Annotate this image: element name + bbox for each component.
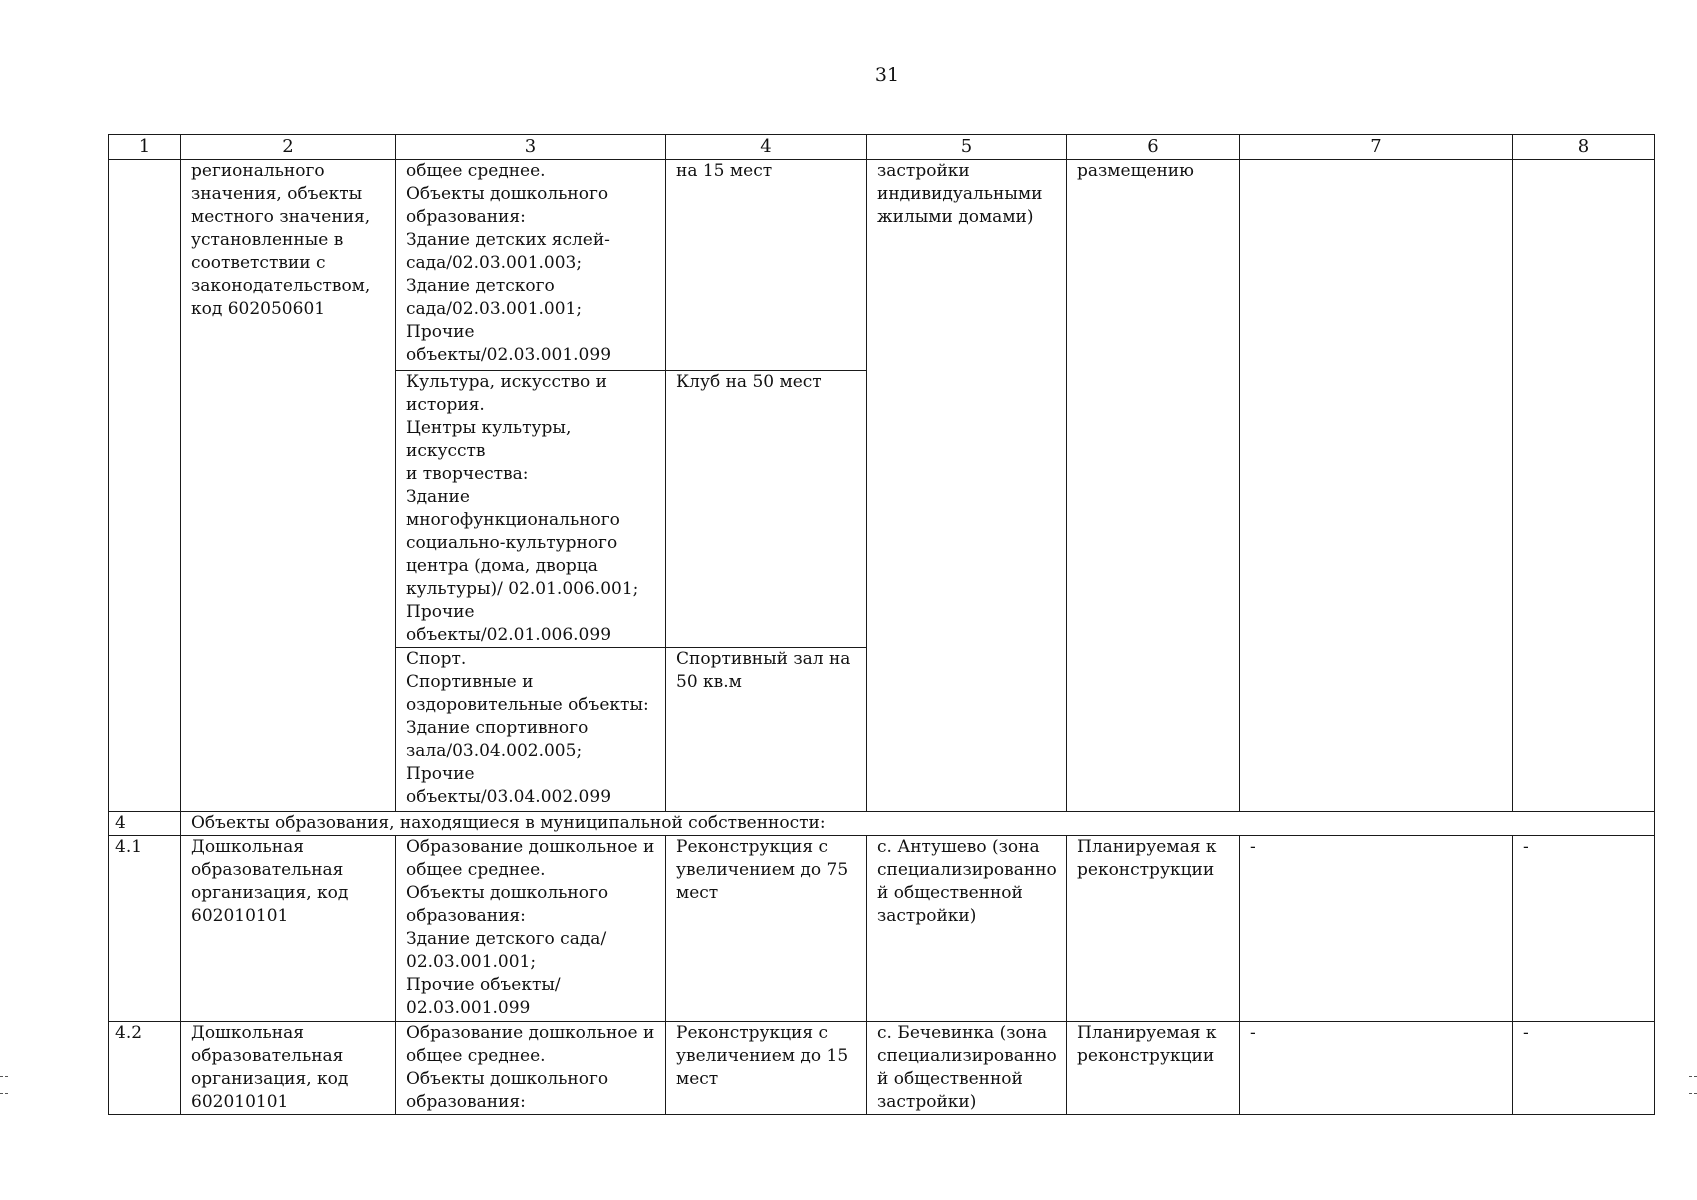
object-col-7: - bbox=[1240, 1022, 1513, 1115]
row-number: 4.2 bbox=[109, 1022, 181, 1115]
object-purpose: Образование дошкольное и общее среднее. Объекты дошкольного образования: bbox=[396, 1022, 666, 1115]
row-number: 4.1 bbox=[109, 836, 181, 1022]
column-number-header bbox=[109, 135, 1655, 160]
object-col-7: - bbox=[1240, 836, 1513, 1022]
continuation-capacity-education: на 15 мест bbox=[666, 160, 867, 371]
continuation-capacity-culture: Клуб на 50 мест bbox=[666, 371, 867, 648]
object-status: Планируемая к реконструкции bbox=[1067, 836, 1240, 1022]
continuation-purpose-culture: Культура, искусство и история. Центры культуры, искусств и творчества: Здание многофункционального социально-культурного центра (дома, дворца культуры)/ 02.01.006.001; Прочие объекты/02.01.006.099 bbox=[396, 371, 666, 648]
object-status: Планируемая к реконструкции bbox=[1067, 1022, 1240, 1115]
continuation-capacity-sport: Спортивный зал на 50 кв.м bbox=[666, 648, 867, 812]
object-capacity: Реконструкция с увеличением до 15 мест bbox=[666, 1022, 867, 1115]
object-name: Дошкольная образовательная организация, код 602010101 bbox=[181, 1022, 396, 1115]
object-location: с. Антушево (зона специализированно й общественной застройки) bbox=[867, 836, 1067, 1022]
page-number: 31 bbox=[874, 64, 900, 86]
right-edge-mark bbox=[1689, 1076, 1697, 1094]
continuation-location: застройки индивидуальными жилыми домами) bbox=[867, 160, 1067, 812]
left-edge-mark bbox=[0, 1076, 8, 1094]
continuation-status: размещению bbox=[1067, 160, 1240, 812]
section-number: 4 bbox=[109, 812, 181, 836]
continuation-object-name: регионального значения, объекты местного значения, установленные в соответствии с законодательством, код 602050601 bbox=[181, 160, 396, 812]
object-location: с. Бечевинка (зона специализированно й общественной застройки) bbox=[867, 1022, 1067, 1115]
table-row bbox=[109, 160, 1655, 371]
objects-table bbox=[108, 134, 1655, 1115]
header-col-1: 1 bbox=[109, 135, 181, 160]
continuation-col-7 bbox=[1240, 160, 1513, 812]
continuation-purpose-sport: Спорт. Спортивные и оздоровительные объекты: Здание спортивного зала/03.04.002.005; Прочие объекты/03.04.002.099 bbox=[396, 648, 666, 812]
header-col-8: 8 bbox=[1513, 135, 1655, 160]
header-col-2: 2 bbox=[181, 135, 396, 160]
object-col-8: - bbox=[1513, 1022, 1655, 1115]
section-row bbox=[109, 812, 1655, 836]
header-col-5: 5 bbox=[867, 135, 1067, 160]
table-row bbox=[109, 1022, 1655, 1115]
header-col-3: 3 bbox=[396, 135, 666, 160]
continuation-purpose-education: общее среднее. Объекты дошкольного образования: Здание детских яслей- сада/02.03.001.003; Здание детского сада/02.03.001.001; Прочие объекты/02.03.001.099 bbox=[396, 160, 666, 371]
object-capacity: Реконструкция с увеличением до 75 мест bbox=[666, 836, 867, 1022]
continuation-col-8 bbox=[1513, 160, 1655, 812]
object-purpose: Образование дошкольное и общее среднее. Объекты дошкольного образования: Здание детского сада/ 02.03.001.001; Прочие объекты/ 02.03.001.099 bbox=[396, 836, 666, 1022]
object-name: Дошкольная образовательная организация, код 602010101 bbox=[181, 836, 396, 1022]
section-title: Объекты образования, находящиеся в муниципальной собственности: bbox=[181, 812, 1655, 836]
table-row bbox=[109, 836, 1655, 1022]
header-col-6: 6 bbox=[1067, 135, 1240, 160]
header-col-7: 7 bbox=[1240, 135, 1513, 160]
continuation-num-cell bbox=[109, 160, 181, 812]
header-col-4: 4 bbox=[666, 135, 867, 160]
object-col-8: - bbox=[1513, 836, 1655, 1022]
